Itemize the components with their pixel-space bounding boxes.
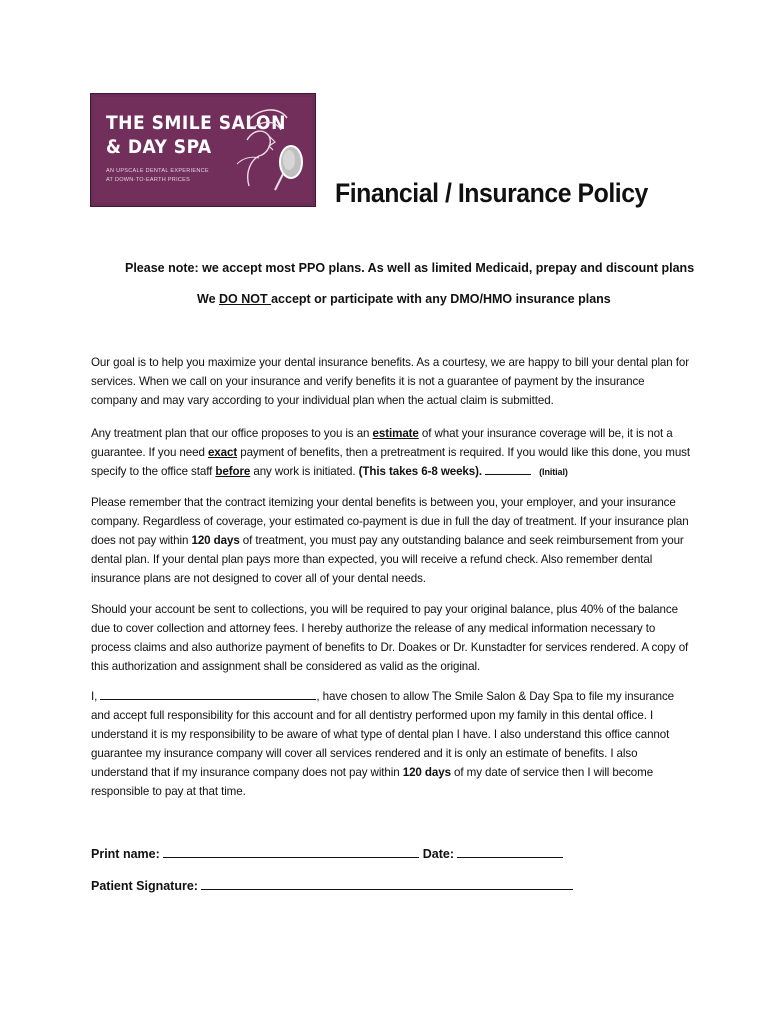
paragraph-authorization (91, 687, 691, 801)
logo-tagline-line1: AN UPSCALE DENTAL EXPERIENCE (106, 168, 209, 174)
p2-text-a: Any treatment plan that our office proposes to you is an (91, 427, 373, 440)
p5-text-b: , have chosen to allow The Smile Salon & Day Spa to file my insurance and accept full responsibility for this account and for all dentistry performed upon my family in this dental office. I understand it is my responsibility to be aware of what type of dental plan I have. I also understand this office cannot guarantee my insurance company will cover all services rendered and it is only an estimate of benefits. I also understand that if my insurance company does not pay within (91, 690, 675, 779)
p3-text-b: of treatment, you must pay any outstanding balance and seek reimbursement from your dental plan. If your dental plan pays more than expected, you will receive a refund check. Also remember dental insurance plans are not designed to cover all of your dental needs. (91, 534, 684, 585)
note-suffix: accept or participate with any DMO/HMO insurance plans (271, 292, 611, 306)
paragraph-collections: Should your account be sent to collections, you will be required to pay your original balance, plus 40% of the balance due to cover collection and attorney fees. I hereby authorize the release of any medical information necessary to process claims and also authorize payment of benefits to Dr. Doakes or Dr. Kunstadter for services rendered. A copy of this authorization and assignment shall be considered as valid as the original. (91, 603, 689, 673)
p5-text-a: I, (91, 690, 101, 703)
patient-name-field[interactable] (100, 688, 316, 700)
p2-text-c: payment of benefits, then a pretreatment is required. If you would like this done, you must specify to the office staff (91, 446, 690, 478)
note-prefix: We (197, 292, 219, 306)
processing-time-note: (This takes 6-8 weeks). (358, 465, 483, 478)
date-label: Date: (422, 847, 454, 861)
p5-text-c: of my date of service then I will become responsible to pay at that time. (91, 766, 654, 798)
logo-tagline-line2: AT DOWN-TO-EARTH PRICES (106, 177, 191, 183)
woman-with-mirror-icon (229, 100, 309, 200)
print-name-field[interactable] (163, 845, 419, 858)
exact-emphasis: exact (207, 446, 238, 459)
do-not-emphasis: DO NOT (219, 292, 272, 306)
patient-signature-field[interactable] (201, 877, 573, 890)
print-name-label: Print name: (91, 847, 160, 861)
p3-days-emphasis: 120 days (191, 534, 240, 547)
paragraph-contract (91, 493, 691, 588)
paragraph-goal: Our goal is to help you maximize your dental insurance benefits. As a courtesy, we are happy to bill your dental plan for services. When we call on your insurance and verify benefits it is not a guarantee of payment by the insurance company and may vary according to your individual plan when the actual claim is submitted. (91, 356, 689, 407)
paragraph-estimate (91, 424, 691, 482)
hmo-exclusion-note (197, 292, 611, 306)
estimate-emphasis: estimate (372, 427, 419, 440)
initial-field[interactable] (485, 463, 531, 475)
p2-text-b: of what your insurance coverage will be, it is not a guarantee. If you need (91, 427, 673, 459)
logo-name-line1: THE SMILE SALON (106, 112, 286, 134)
accepted-plans-note: Please note: we accept most PPO plans. As well as limited Medicaid, prepay and discount plans (125, 261, 695, 275)
patient-signature-row (91, 877, 573, 893)
date-field[interactable] (457, 845, 563, 858)
logo-name-line2: & DAY SPA (106, 136, 212, 158)
initial-label: (Initial) (539, 467, 568, 477)
p5-days-emphasis: 120 days (402, 766, 451, 779)
patient-signature-label: Patient Signature: (91, 879, 198, 893)
p3-text-a: Please remember that the contract itemizing your dental benefits is between you, your employer, and your insurance company. Regardless of coverage, your estimated co-payment is due in full the day of treatment. If your insurance plan does not pay within (91, 496, 689, 547)
p2-text-d: any work is initiated. (250, 465, 359, 478)
practice-logo (90, 93, 316, 207)
before-emphasis: before (215, 465, 251, 478)
print-name-row (91, 845, 563, 861)
page-title: Financial / Insurance Policy (335, 178, 648, 208)
